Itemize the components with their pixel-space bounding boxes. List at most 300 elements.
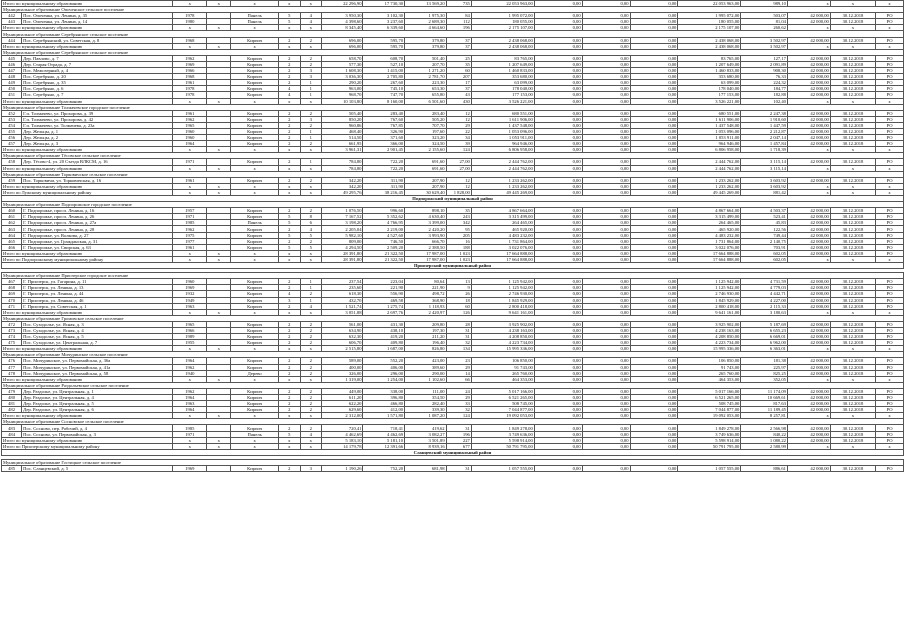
cell: 1 254,00 bbox=[363, 376, 405, 382]
cell: 666,70 bbox=[405, 238, 447, 244]
cell: 6 806 958,00 bbox=[471, 147, 534, 153]
cell: РО bbox=[876, 122, 904, 128]
cell: x bbox=[787, 443, 830, 449]
cell: x bbox=[876, 376, 904, 382]
cell: 7 044 877,00 bbox=[678, 407, 741, 413]
table-row bbox=[2, 466, 904, 472]
cell: 42 000,00 bbox=[787, 431, 830, 437]
cell: 42 000,00 bbox=[787, 401, 830, 407]
cell: 0,00 bbox=[582, 165, 630, 171]
cell: 30.12.2018 bbox=[830, 291, 875, 297]
address-cell: Пос. Серебряно, д. 20 bbox=[22, 74, 173, 80]
row-number: 474 bbox=[2, 334, 22, 340]
cell: 0,00 bbox=[630, 80, 678, 86]
cell: 37 bbox=[446, 86, 471, 92]
cell: 37 bbox=[446, 37, 471, 43]
cell: Кирпич bbox=[231, 285, 279, 291]
cell: 30.12.2018 bbox=[830, 13, 875, 19]
cell: 1 bbox=[300, 128, 321, 134]
subtotal-label: Итого по муниципальному образованию bbox=[2, 147, 173, 153]
cell: 290,00 bbox=[405, 370, 447, 376]
cell: 396,80 bbox=[363, 395, 405, 401]
cell: 4 238 163,00 bbox=[471, 327, 534, 333]
cell: 264 465,00 bbox=[471, 220, 534, 226]
cell: 42 000,00 bbox=[787, 425, 830, 431]
cell: 1 023 bbox=[446, 250, 471, 256]
cell: 1 053 911,00 bbox=[471, 135, 534, 141]
cell: 0,00 bbox=[534, 376, 582, 382]
cell: x bbox=[300, 147, 321, 153]
cell: 63 099,00 bbox=[471, 80, 534, 86]
cell: 2 bbox=[300, 425, 321, 431]
cell: 0,00 bbox=[534, 86, 582, 92]
cell: 188 bbox=[446, 244, 471, 250]
cell: 767,85 bbox=[363, 122, 405, 128]
cell: 0,00 bbox=[534, 401, 582, 407]
cell: 30.12.2018 bbox=[830, 128, 875, 134]
cell: 42 000,00 bbox=[787, 61, 830, 67]
cell: 419,62 bbox=[405, 425, 447, 431]
cell: 1 731 864,00 bbox=[471, 238, 534, 244]
cell: x bbox=[207, 443, 231, 449]
cell: 2 bbox=[300, 37, 321, 43]
cell: 106 850,00 bbox=[678, 358, 741, 364]
cell: 680 551,00 bbox=[471, 110, 534, 116]
address-cell: Дер. Тёсово-4, ул. 20 Съезда ВЛКСМ, д. 16 bbox=[22, 159, 173, 165]
cell: 22 bbox=[446, 128, 471, 134]
cell: x bbox=[300, 376, 321, 382]
cell: 22 053 963,00 bbox=[471, 1, 534, 7]
cell: 2 bbox=[300, 238, 321, 244]
cell: 42 000,00 bbox=[787, 334, 830, 340]
cell: x bbox=[173, 309, 207, 315]
cell: 30.12.2018 bbox=[830, 19, 875, 25]
cell: 4 766,95 bbox=[363, 220, 405, 226]
cell: 0,00 bbox=[582, 214, 630, 220]
cell: 30.12.2018 bbox=[830, 55, 875, 61]
address-cell: Пос. Суходолье, ул. Ясная, д. 5 bbox=[22, 334, 173, 340]
cell: 0,00 bbox=[534, 364, 582, 370]
cell: 4 462,69 bbox=[363, 431, 405, 437]
cell: РО bbox=[876, 37, 904, 43]
cell: 19 092 053,00 bbox=[471, 413, 534, 419]
row-number: 478 bbox=[2, 370, 22, 376]
cell: РО bbox=[876, 135, 904, 141]
row-number: 444 bbox=[2, 37, 22, 43]
cell: 1964 bbox=[173, 358, 207, 364]
row-number: 467 bbox=[2, 279, 22, 285]
cell: 707,70 bbox=[405, 122, 447, 128]
cell: x bbox=[207, 1, 231, 7]
cell: 0,00 bbox=[534, 327, 582, 333]
row-number: 455 bbox=[2, 128, 22, 134]
row-number: 445 bbox=[2, 55, 22, 61]
cell: 898,10 bbox=[405, 208, 447, 214]
cell: 1 687,00 bbox=[363, 346, 405, 352]
cell: Кирпич bbox=[231, 388, 279, 394]
cell: РО bbox=[876, 92, 904, 98]
cell: 42 000,00 bbox=[787, 159, 830, 165]
cell: 653,30 bbox=[405, 86, 447, 92]
cell: 0,00 bbox=[582, 303, 630, 309]
cell: 0,00 bbox=[630, 37, 678, 43]
cell: 0,00 bbox=[630, 13, 678, 19]
cell: 2 312,00 bbox=[321, 413, 363, 419]
cell: 0,00 bbox=[534, 413, 582, 419]
cell: x bbox=[207, 346, 231, 352]
cell: 207,70 bbox=[405, 61, 447, 67]
cell: 42 000,00 bbox=[787, 297, 830, 303]
cell: 960,86 bbox=[321, 122, 363, 128]
cell: 3 bbox=[300, 74, 321, 80]
municipality-title: Муниципальное образование Гостицкое сельское поселение bbox=[2, 459, 904, 465]
cell: 419,20 bbox=[363, 334, 405, 340]
cell: 0,00 bbox=[630, 370, 678, 376]
cell: 49 445 269,00 bbox=[678, 189, 741, 195]
cell: 2 bbox=[279, 37, 300, 43]
cell: 326,00 bbox=[321, 370, 363, 376]
cell: x bbox=[830, 309, 875, 315]
cell: 618,30 bbox=[321, 291, 363, 297]
cell: 12 bbox=[446, 116, 471, 122]
cell: 1 828,00 bbox=[446, 189, 471, 195]
cell: x bbox=[300, 25, 321, 31]
cell: 2 388,50 bbox=[405, 244, 447, 250]
cell: 2 689,30 bbox=[405, 19, 447, 25]
cell: 0,00 bbox=[582, 68, 630, 74]
cell: 207 bbox=[446, 74, 471, 80]
cell: 5 bbox=[279, 232, 300, 238]
cell: 0,00 bbox=[582, 358, 630, 364]
cell: x bbox=[787, 183, 830, 189]
cell: 91 743,00 bbox=[471, 364, 534, 370]
cell: 0,00 bbox=[582, 346, 630, 352]
cell: 8 345,40 bbox=[321, 25, 363, 31]
cell: 2 047,14 bbox=[741, 135, 788, 141]
cell: 127,17 bbox=[741, 55, 788, 61]
cell: x bbox=[300, 413, 321, 419]
cell: x bbox=[173, 346, 207, 352]
cell: 1964 bbox=[173, 407, 207, 413]
cell: 466,80 bbox=[363, 401, 405, 407]
address-cell: Г. Подпорожье, ул. Свирская, д. 63 bbox=[22, 244, 173, 250]
cell: 6 655,23 bbox=[741, 327, 788, 333]
cell: x bbox=[787, 165, 830, 171]
cell: 42 000,00 bbox=[787, 128, 830, 134]
cell: 1962 bbox=[173, 364, 207, 370]
subtotal-label: Итого по Лужскому муниципальному району bbox=[2, 189, 173, 195]
cell: 1 125 942,00 bbox=[471, 279, 534, 285]
cell: 629,60 bbox=[321, 407, 363, 413]
cell: 0,00 bbox=[582, 232, 630, 238]
cell: 368,90 bbox=[405, 297, 447, 303]
cell: 0,00 bbox=[534, 244, 582, 250]
address-cell: Г. Подпорожье, просп. Ленина, д. 26 bbox=[22, 214, 173, 220]
cell: 2 bbox=[279, 135, 300, 141]
cell: 1963 bbox=[173, 401, 207, 407]
cell: 2 205,04 bbox=[321, 226, 363, 232]
cell: 0,00 bbox=[534, 122, 582, 128]
cell: 2 bbox=[279, 340, 300, 346]
cell: 30.12.2018 bbox=[830, 92, 875, 98]
cell: 34 bbox=[446, 135, 471, 141]
cell: x bbox=[876, 189, 904, 195]
cell: x bbox=[300, 1, 321, 7]
cell: РО bbox=[876, 321, 904, 327]
cell: 1 271,20 bbox=[405, 68, 447, 74]
address-cell: Пос. Мичуринское, ул. Первомайская, д. 58 bbox=[22, 370, 173, 376]
cell: 501,40 bbox=[405, 55, 447, 61]
cell: 505,20 bbox=[405, 116, 447, 122]
municipality-title: Муниципальное образование Серебрянское сельское поселение bbox=[2, 31, 904, 37]
cell: 0,00 bbox=[582, 220, 630, 226]
cell: 1 415,00 bbox=[363, 68, 405, 74]
cell: РО bbox=[876, 55, 904, 61]
cell: x bbox=[876, 165, 904, 171]
cell: РО bbox=[876, 238, 904, 244]
cell: 0,00 bbox=[630, 297, 678, 303]
cell: 0,00 bbox=[534, 279, 582, 285]
cell: x bbox=[279, 183, 300, 189]
cell: 2 438 068,00 bbox=[678, 37, 741, 43]
cell: 17 bbox=[446, 80, 471, 86]
cell: 963,00 bbox=[321, 86, 363, 92]
cell: 677 bbox=[446, 443, 471, 449]
cell: 0,00 bbox=[534, 466, 582, 472]
cell: x bbox=[787, 189, 830, 195]
cell: 2 bbox=[279, 370, 300, 376]
address-cell: Г. Приозерск, ул. Ленина, д. 13 bbox=[22, 285, 173, 291]
cell: 30.12.2018 bbox=[830, 358, 875, 364]
subtotal-label: Итого по муниципальному образованию bbox=[2, 25, 173, 31]
cell: 42 000,00 bbox=[787, 214, 830, 220]
cell: 850,20 bbox=[321, 116, 363, 122]
cell: x bbox=[207, 250, 231, 256]
cell: 0,00 bbox=[534, 220, 582, 226]
cell: 0,00 bbox=[630, 214, 678, 220]
cell: 0,00 bbox=[630, 431, 678, 437]
cell: 1 611 906,00 bbox=[471, 116, 534, 122]
cell: 95 bbox=[446, 226, 471, 232]
address-cell: Г. Приозерск, ул. Ленина, д. 46 bbox=[22, 297, 173, 303]
cell: РО bbox=[876, 466, 904, 472]
cell: 14 179,78 bbox=[321, 443, 363, 449]
cell: 379,80 bbox=[405, 43, 447, 49]
cell: 1 076,50 bbox=[321, 208, 363, 214]
address-cell: Пос. Серебряно, д. 6 bbox=[22, 86, 173, 92]
cell: 409,80 bbox=[363, 340, 405, 346]
row-number: 466 bbox=[2, 244, 22, 250]
cell: РО bbox=[876, 370, 904, 376]
cell: 0,00 bbox=[534, 165, 582, 171]
cell: 0,00 bbox=[534, 309, 582, 315]
cell: 9 641 161,00 bbox=[471, 309, 534, 315]
row-number: 483 bbox=[2, 425, 22, 431]
cell: 0,00 bbox=[630, 1, 678, 7]
cell: РО bbox=[876, 388, 904, 394]
address-cell: Пос. Опоченка, ул. Ленина, д. 35 bbox=[22, 13, 173, 19]
cell: 1961 bbox=[173, 80, 207, 86]
cell: 10 669,61 bbox=[741, 395, 788, 401]
cell: 0,00 bbox=[630, 159, 678, 165]
cell: 1969 bbox=[173, 466, 207, 472]
cell: 4 731,59 bbox=[741, 279, 788, 285]
cell: 42 000,00 bbox=[787, 388, 830, 394]
cell: 1 bbox=[300, 297, 321, 303]
cell: 4 bbox=[279, 92, 300, 98]
cell: 1964 bbox=[173, 395, 207, 401]
cell: 1 845 929,00 bbox=[471, 297, 534, 303]
cell: 0,00 bbox=[630, 116, 678, 122]
address-cell: Г. Подпорожье, ул. Волкова, д. 27 bbox=[22, 232, 173, 238]
cell: 595,70 bbox=[363, 43, 405, 49]
cell: 3 bbox=[300, 68, 321, 74]
cell: 5 187,69 bbox=[741, 321, 788, 327]
cell: 825,25 bbox=[741, 370, 788, 376]
municipality-title: Муниципальное образование Подпорожское городское поселение bbox=[2, 202, 904, 208]
cell: 608,70 bbox=[363, 55, 405, 61]
cell: 0,00 bbox=[630, 122, 678, 128]
cell: 0,00 bbox=[534, 370, 582, 376]
cell: РО bbox=[876, 13, 904, 19]
cell: x bbox=[173, 165, 207, 171]
cell: 42 000,00 bbox=[787, 74, 830, 80]
subtotal-label: Итого по муниципальному образованию bbox=[2, 165, 173, 171]
cell: 0,00 bbox=[534, 321, 582, 327]
row-number: 485 bbox=[2, 466, 22, 472]
cell: 1 053 911,00 bbox=[678, 135, 741, 141]
cell: 430 bbox=[446, 98, 471, 104]
cell: x bbox=[207, 25, 231, 31]
cell: 749,44 bbox=[741, 232, 788, 238]
cell: 81,04 bbox=[741, 19, 788, 25]
cell: 0,00 bbox=[534, 74, 582, 80]
cell: 3 961,31 bbox=[321, 147, 363, 153]
cell: Кирпич bbox=[231, 466, 279, 472]
row-number: 480 bbox=[2, 395, 22, 401]
cell: 30.12.2018 bbox=[830, 437, 875, 443]
cell: РО bbox=[876, 80, 904, 86]
cell: 37 bbox=[446, 43, 471, 49]
row-number: 446 bbox=[2, 61, 22, 67]
cell: 223,30 bbox=[405, 80, 447, 86]
cell: 4 779,03 bbox=[741, 285, 788, 291]
cell: 4 227,00 bbox=[741, 297, 788, 303]
address-cell: Дер. Павлово, д. 7 bbox=[22, 55, 173, 61]
address-cell: Пос. Суходолье, ул. Центральная, д. 7 bbox=[22, 340, 173, 346]
cell: 0,00 bbox=[534, 37, 582, 43]
cell: 1971 bbox=[173, 431, 207, 437]
cell: РО bbox=[876, 226, 904, 232]
cell: x bbox=[279, 98, 300, 104]
cell: x bbox=[207, 413, 231, 419]
address-cell: Дер. Жельцы, д. 3 bbox=[22, 141, 173, 147]
cell: 0,00 bbox=[582, 388, 630, 394]
cell: 60 bbox=[446, 303, 471, 309]
cell: 30.12.2018 bbox=[830, 407, 875, 413]
cell: 2 bbox=[300, 61, 321, 67]
cell: x bbox=[787, 256, 830, 262]
cell: 43 bbox=[446, 92, 471, 98]
cell: x bbox=[231, 376, 279, 382]
cell: 4 bbox=[300, 13, 321, 19]
cell: 35 bbox=[446, 61, 471, 67]
cell: 0,00 bbox=[582, 279, 630, 285]
cell: 0,00 bbox=[582, 147, 630, 153]
cell: 371,60 bbox=[363, 135, 405, 141]
row-number: 468 bbox=[2, 285, 22, 291]
cell: 3 115,14 bbox=[741, 165, 788, 171]
cell: x bbox=[231, 25, 279, 31]
cell: x bbox=[207, 256, 231, 262]
cell: 30.12.2018 bbox=[830, 86, 875, 92]
cell: 32 bbox=[446, 340, 471, 346]
cell: 0,00 bbox=[534, 141, 582, 147]
cell: 17 664 888,00 bbox=[678, 250, 741, 256]
cell: x bbox=[279, 413, 300, 419]
cell: 112 bbox=[446, 19, 471, 25]
address-cell: Пос. Опоченка, ул. Ленина, д. 14 bbox=[22, 19, 173, 25]
cell: x bbox=[830, 183, 875, 189]
cell: 42 000,00 bbox=[787, 232, 830, 238]
cell: 17 987,00 bbox=[405, 256, 447, 262]
row-number: 452 bbox=[2, 110, 22, 116]
cell: РО bbox=[876, 19, 904, 25]
cell: 2 566,98 bbox=[741, 425, 788, 431]
cell: 469,58 bbox=[363, 297, 405, 303]
cell: 1985 bbox=[173, 220, 207, 226]
municipality-title: Муниципальное образование Опоченское сельское поселение bbox=[2, 7, 904, 13]
cell: 1978 bbox=[173, 86, 207, 92]
cell: 0,00 bbox=[582, 437, 630, 443]
cell: 577,30 bbox=[321, 61, 363, 67]
row-number: 450 bbox=[2, 86, 22, 92]
cell: 2 438 068,00 bbox=[678, 43, 741, 49]
cell: 3 315 499,00 bbox=[471, 214, 534, 220]
cell: 42 000,00 bbox=[787, 226, 830, 232]
cell: РО bbox=[876, 395, 904, 401]
cell: 6 339,60 bbox=[363, 25, 405, 31]
cell: 1960 bbox=[173, 128, 207, 134]
cell: x bbox=[173, 43, 207, 49]
cell: Панель bbox=[231, 431, 279, 437]
cell: Кирпич bbox=[231, 116, 279, 122]
cell: 196 bbox=[446, 25, 471, 31]
cell: 0,00 bbox=[534, 80, 582, 86]
cell: 283,40 bbox=[405, 110, 447, 116]
cell: 182,88 bbox=[741, 92, 788, 98]
cell: Дерево bbox=[231, 370, 279, 376]
cell: Кирпич bbox=[231, 232, 279, 238]
cell: 2 bbox=[279, 303, 300, 309]
cell: 0,00 bbox=[534, 68, 582, 74]
address-cell: Пос. Сосново, пер. Рабочий, д. 4 bbox=[22, 425, 173, 431]
cell: 26 bbox=[446, 291, 471, 297]
cell: 964 946,00 bbox=[678, 141, 741, 147]
cell: 611,20 bbox=[321, 395, 363, 401]
cell: 42 000,00 bbox=[787, 244, 830, 250]
cell: 42 000,00 bbox=[787, 208, 830, 214]
cell: 3 603,92 bbox=[741, 177, 788, 183]
cell: 2 bbox=[279, 177, 300, 183]
cell: 0,00 bbox=[534, 232, 582, 238]
cell: 0,00 bbox=[534, 13, 582, 19]
cell: 0,00 bbox=[534, 159, 582, 165]
cell: x bbox=[300, 43, 321, 49]
cell: 400,00 bbox=[321, 364, 363, 370]
cell: x bbox=[207, 183, 231, 189]
cell: 31 bbox=[446, 327, 471, 333]
